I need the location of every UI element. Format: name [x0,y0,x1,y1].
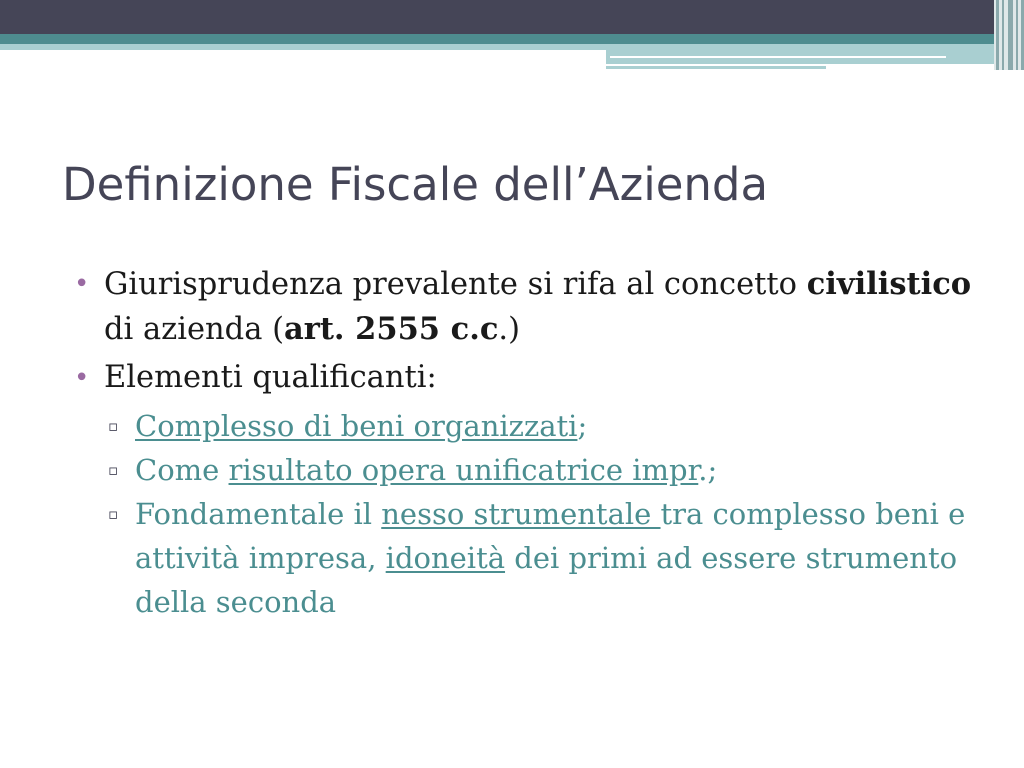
sub-bullet-item [108,492,972,624]
header-line-lower [606,66,826,69]
bullet-icon: • [74,363,90,393]
sub-bullet-icon: ▫ [108,417,119,435]
sub-bullet-item [108,448,972,492]
header-bar-teal [0,34,1024,44]
sub-bullet-link[interactable]: Complesso di beni organizzati [135,409,578,443]
sub-bullet-link[interactable]: risultato opera unificatrice impr [228,453,699,487]
sub-bullet-text: Come [135,453,229,487]
header-stripe [1016,0,1018,70]
bullet-icon: • [74,269,90,299]
sub-bullet-text: dei primi ad essere strumento della seconda [135,541,958,619]
slide-content [72,262,972,624]
bullet-text: Giurisprudenza prevalente si rifa al concetto [104,267,807,302]
sub-bullet-text: .; [698,453,718,487]
header-bar-dark [0,0,1024,34]
sub-bullet-icon: ▫ [108,461,119,479]
bullet-text: .) [498,312,521,347]
bullet-text: Elementi qualificanti: [104,360,437,395]
sub-bullet-icon: ▫ [108,505,119,523]
sub-bullet-text: Fondamentale il [135,497,382,531]
bullet-text: di azienda ( [104,312,284,347]
bullet-bold-text: civilistico [806,266,972,302]
sub-bullet-link[interactable]: idoneità [385,541,506,575]
sub-bullet-text: tra complesso beni e attività impresa, [135,497,966,575]
sub-bullet-item [108,404,972,448]
bullet-item [72,262,972,352]
header-bar-light [0,44,606,50]
header-stripe [1002,0,1004,70]
slide-title: Definizione Fiscale dell’Azienda [62,158,769,211]
header-bar-step [606,44,1006,64]
sub-bullet-link[interactable]: nesso strumentale [381,497,661,531]
bullet-bold-text: art. 2555 c.c [283,311,499,347]
header-stripe [996,0,999,70]
header-stripe [1008,0,1013,70]
sub-bullet-text: ; [577,409,588,443]
bullet-item [72,356,972,400]
header-line [610,56,946,58]
